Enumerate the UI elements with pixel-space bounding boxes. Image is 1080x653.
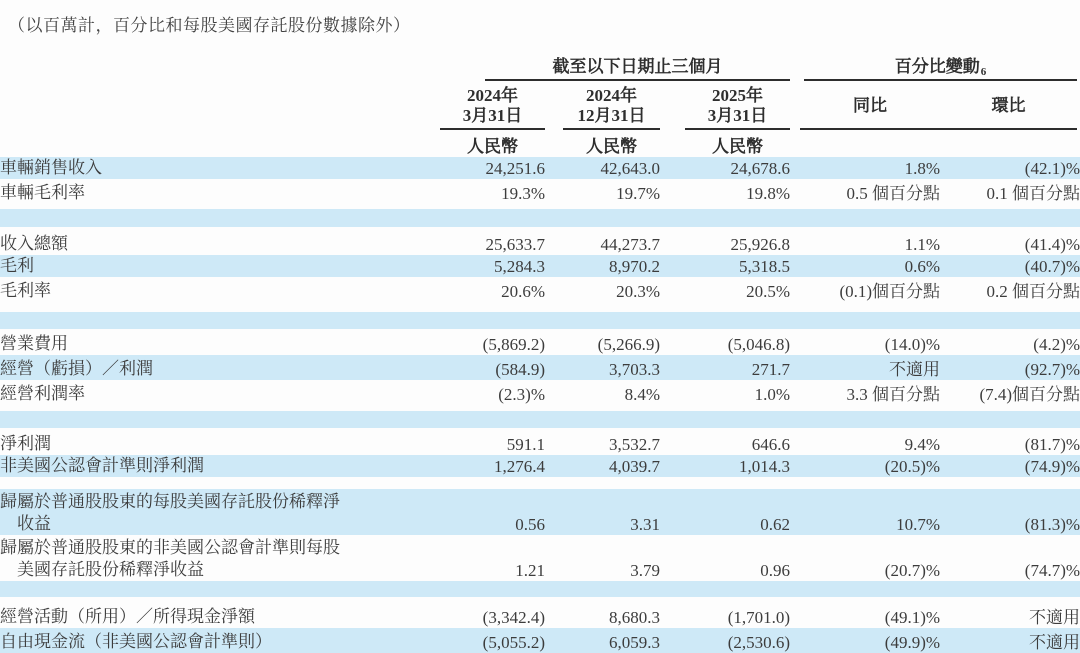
cell-value: 25,926.8 [730,235,791,254]
cell-value: (74.7)% [1024,561,1080,580]
col-header-2024-03-31 [440,81,545,130]
currency-header-row [0,130,1080,157]
cell-value: 5,318.5 [739,257,791,276]
col-year: 2024年 [586,86,637,105]
spacer-row [0,411,1080,428]
cell-value: 3,703.3 [609,360,660,379]
cell-value: (81.7)% [1024,435,1080,454]
period-group-label: 截至以下日期止三個月 [552,57,723,76]
empty-corner-cell [0,81,440,130]
yoy-label: 同比 [853,95,888,115]
spacer-cell [0,581,1080,597]
cell-value: 0.96 [760,561,791,580]
cell-value: (584.9) [495,360,545,379]
cell-value: 1.8% [904,159,941,178]
row-label: 收入總額 [0,234,68,253]
cell-value: 3.79 [630,561,660,580]
group-header-row [0,51,1080,81]
col-header-yoy [790,81,940,130]
cell-value: 25,633.7 [485,235,545,254]
empty-corner-cell [0,51,440,81]
row-label: 毛利率 [0,281,51,300]
cell-value: 20.6% [501,282,545,301]
cell-value: 10.7% [896,515,941,534]
cell-value: 19.7% [616,184,660,203]
cell-value: (7.4)個百分點 [979,385,1080,404]
table-row [0,157,1080,179]
col-date: 12月31日 [577,106,646,125]
cell-value: 19.8% [746,184,791,203]
row-label: 車輛毛利率 [0,183,85,202]
row-label: 淨利潤 [0,434,51,453]
currency-label: 人民幣 [586,137,637,156]
cell-value: 8,680.3 [609,608,660,627]
row-label: 經營（虧損）／利潤 [0,359,153,378]
cell-value: 8,970.2 [609,257,660,276]
cell-value: (74.9)% [1024,457,1080,476]
empty-corner-cell [0,130,440,157]
cell-value: (3,342.4) [482,608,545,627]
row-label: 非美國公認會計準則淨利潤 [0,456,204,475]
spacer-cell [0,411,1080,428]
cell-value: (42.1)% [1024,159,1080,178]
spacer-row [0,209,1080,227]
spacer-cell [0,312,1080,329]
cell-value: (5,266.9) [597,335,660,354]
currency-label: 人民幣 [712,137,764,156]
table-row [0,277,1080,302]
empty-header-cell [790,130,940,157]
table-row [0,179,1080,204]
spacer-row [0,302,1080,312]
cell-value: 不適用 [1029,633,1080,652]
cell-value: 5,284.3 [494,257,545,276]
spacer-row [0,312,1080,329]
row-label: 歸屬於普通股股東的非美國公認會計準則每股 美國存託股份稀釋淨收益 [0,538,340,579]
cell-value: 3,532.7 [609,435,660,454]
cell-value: 1,276.4 [494,457,545,476]
spacer-cell [0,302,1080,312]
column-header-row [0,81,1080,130]
cell-value: (49.1)% [884,608,941,627]
row-label: 經營活動（所用）／所得現金淨額 [0,607,255,626]
col-header-2025-03-31 [660,81,790,130]
spacer-row [0,477,1080,489]
cell-value: 24,251.6 [485,159,545,178]
cell-value: (14.0)% [884,335,941,354]
cell-value: 6,059.3 [609,633,660,652]
cell-value: 不適用 [889,360,941,379]
currency-label-cell [545,130,660,157]
col-header-qoq [940,81,1080,130]
col-year: 2025年 [712,86,764,105]
currency-label: 人民幣 [467,137,518,156]
cell-value: 不適用 [1029,608,1080,627]
cell-value: 646.6 [751,435,791,454]
row-label: 自由現金流（非美國公認會計準則） [0,632,272,651]
cell-value: 4,039.7 [609,457,660,476]
cell-value: (81.3)% [1024,515,1080,534]
spacer-cell [0,477,1080,489]
cell-value: (0.1)個百分點 [839,282,941,301]
row-label: 經營利潤率 [0,384,85,403]
table-row [0,233,1080,255]
cell-value: 3.31 [630,515,660,534]
cell-value: 3.3 個百分點 [846,385,941,404]
cell-value: 44,273.7 [600,235,660,254]
cell-value: 1,014.3 [739,457,791,476]
table-row [0,355,1080,380]
cell-value: 42,643.0 [600,159,660,178]
cell-value: (20.7)% [884,561,941,580]
table-row [0,380,1080,405]
financial-table [0,51,1080,653]
cell-value: (92.7)% [1024,360,1080,379]
cell-value: 0.2 個百分點 [986,282,1080,301]
cell-value: 9.4% [904,435,941,454]
cell-value: 0.62 [760,515,791,534]
cell-value: 0.56 [515,515,545,534]
cell-value: 20.5% [746,282,791,301]
cell-value: 8.4% [624,385,660,404]
row-label: 毛利 [0,256,34,275]
footnote-superscript: 6 [980,66,987,78]
cell-value: 1.21 [515,561,545,580]
cell-value: (2.3)% [498,385,545,404]
table-row [0,489,1080,535]
cell-value: (4.2)% [1033,335,1080,354]
cell-value: 24,678.6 [730,159,791,178]
cell-value: (49.9)% [884,633,941,652]
cell-value: 0.1 個百分點 [986,184,1080,203]
row-label: 車輛銷售收入 [0,158,102,177]
cell-value: 0.6% [904,257,941,276]
table-row [0,535,1080,581]
cell-value: 271.7 [751,360,791,379]
table-row [0,628,1080,653]
cell-value: (2,530.6) [727,633,791,652]
cell-value: 591.1 [506,435,545,454]
cell-value: 1.1% [904,235,941,254]
cell-value: (20.5)% [884,457,941,476]
table-row [0,333,1080,355]
col-date: 3月31日 [462,106,523,125]
table-row [0,255,1080,277]
units-note: （以百萬計，百分比和每股美國存託股份數據除外） [8,16,411,35]
cell-value: (1,701.0) [727,608,791,627]
cell-value: 19.3% [501,184,545,203]
change-group-header [790,51,1080,81]
cell-value: (5,055.2) [482,633,545,652]
cell-value: 20.3% [616,282,660,301]
currency-label-cell [660,130,790,157]
col-date: 3月31日 [707,106,768,125]
spacer-cell [0,209,1080,227]
table-row [0,603,1080,628]
empty-header-cell [940,130,1080,157]
row-label: 歸屬於普通股股東的每股美國存託股份稀釋淨 收益 [0,492,340,533]
period-group-header [440,51,790,81]
cell-value: (41.4)% [1024,235,1080,254]
cell-value: (5,869.2) [482,335,545,354]
col-year: 2024年 [467,86,518,105]
spacer-row [0,581,1080,597]
table-row [0,455,1080,477]
cell-value: 0.5 個百分點 [846,184,941,203]
change-group-label: 百分比變動 [894,57,980,76]
currency-label-cell [440,130,545,157]
cell-value: (5,046.8) [727,335,791,354]
row-label: 營業費用 [0,334,68,353]
col-header-2024-12-31 [545,81,660,130]
cell-value: (40.7)% [1024,257,1080,276]
cell-value: 1.0% [754,385,791,404]
qoq-label: 環比 [991,95,1026,115]
table-row [0,433,1080,455]
